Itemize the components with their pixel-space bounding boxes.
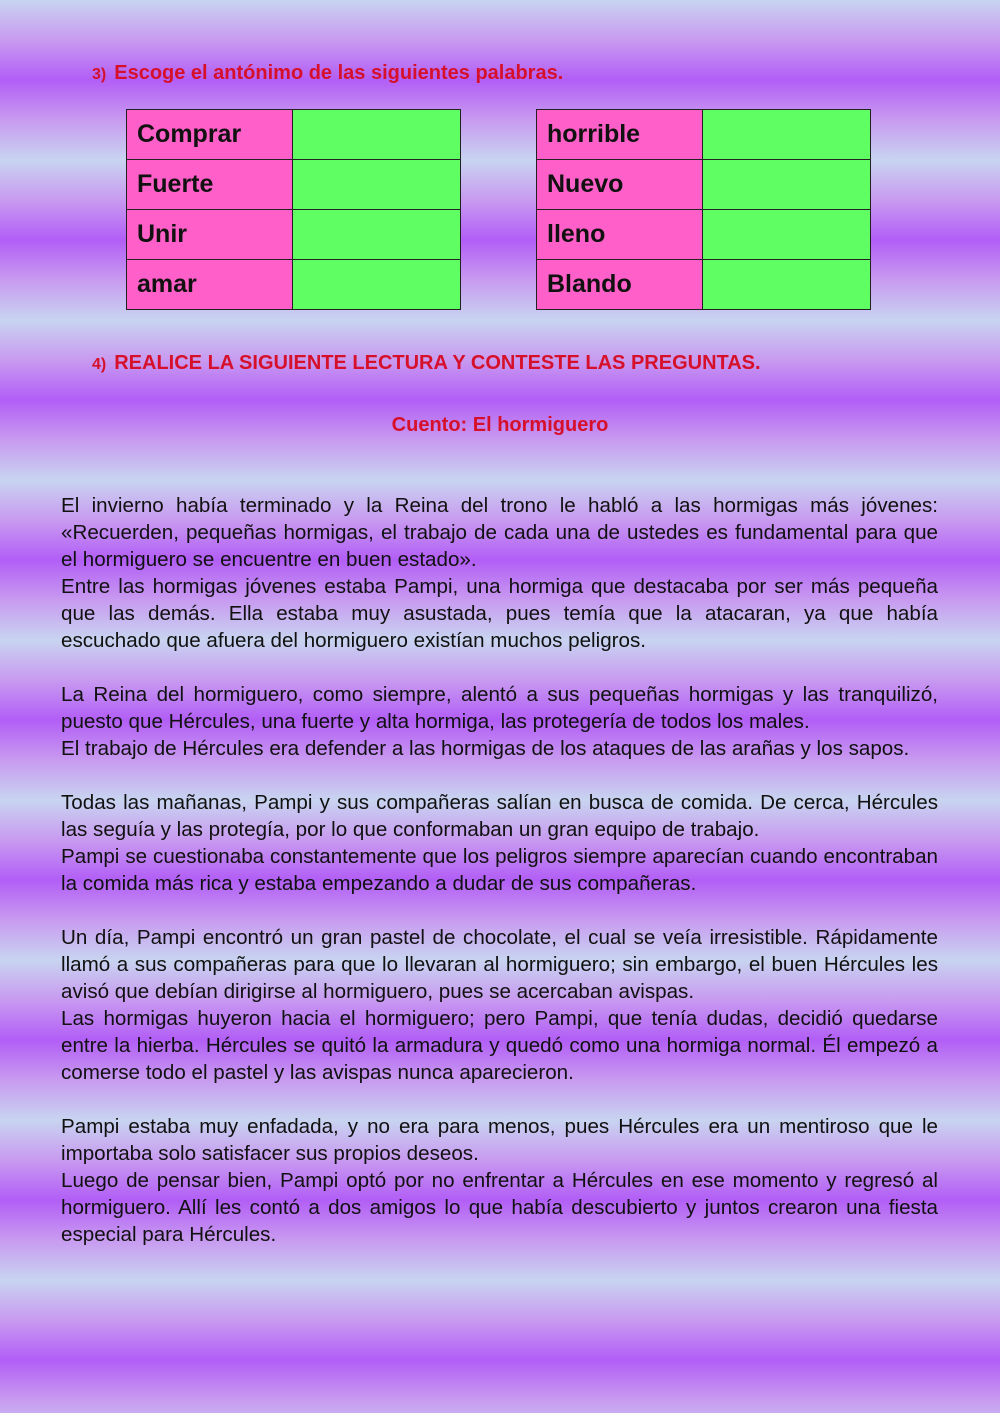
answer-cell[interactable] <box>703 110 871 160</box>
section-3-heading <box>92 62 563 85</box>
story-paragraph: El invierno había terminado y la Reina del trono le habló a las hormigas más jóvenes: «Recuerden, pequeñas hormigas, el trabajo de cada una de ustedes es fundamental para que el hormiguero se encuentre en buen estado». <box>61 494 938 571</box>
answer-cell[interactable] <box>293 110 461 160</box>
story-paragraph: El trabajo de Hércules era defender a las hormigas de los ataques de las arañas y los sapos. <box>61 737 910 760</box>
section-3-number: 3) <box>92 66 107 83</box>
story-paragraph: La Reina del hormiguero, como siempre, alentó a sus pequeñas hormigas y las tranquilizó, puesto que Hércules, una fuerte y alta hormiga, las protegería de todos los males. <box>61 683 938 733</box>
table-row <box>537 210 871 260</box>
answer-cell[interactable] <box>703 260 871 310</box>
answer-cell[interactable] <box>703 210 871 260</box>
section-3-title: Escoge el antónimo de las siguientes palabras. <box>114 62 564 84</box>
reading-text <box>61 492 938 1248</box>
word-cell: Fuerte <box>127 160 293 210</box>
word-cell: amar <box>127 260 293 310</box>
table-row <box>127 210 461 260</box>
antonym-table-left <box>126 109 461 310</box>
word-cell: horrible <box>537 110 703 160</box>
story-title: Cuento: El hormiguero <box>391 414 609 436</box>
story-paragraph: Un día, Pampi encontró un gran pastel de chocolate, el cual se veía irresistible. Rápidamente llamó a sus compañeras para que lo llevaran al hormiguero; sin embargo, el buen Hércules les avisó que debían dirigirse al hormiguero, pues se acercaban avispas. <box>61 926 938 1003</box>
answer-cell[interactable] <box>293 260 461 310</box>
word-cell: Comprar <box>127 110 293 160</box>
table-row <box>127 160 461 210</box>
word-cell: lleno <box>537 210 703 260</box>
antonym-table-right <box>536 109 871 310</box>
word-cell: Unir <box>127 210 293 260</box>
word-cell: Nuevo <box>537 160 703 210</box>
table-row <box>127 110 461 160</box>
table-row <box>127 260 461 310</box>
story-paragraph: Luego de pensar bien, Pampi optó por no enfrentar a Hércules en ese momento y regresó al hormiguero. Allí les contó a dos amigos lo que había descubierto y juntos crearon una fiesta especial para Hércules. <box>61 1169 938 1246</box>
story-paragraph: Todas las mañanas, Pampi y sus compañeras salían en busca de comida. De cerca, Hércules las seguía y las protegía, por lo que conformaban un gran equipo de trabajo. <box>61 791 938 841</box>
table-row <box>537 160 871 210</box>
story-paragraph: Pampi estaba muy enfadada, y no era para menos, pues Hércules era un mentiroso que le importaba solo satisfacer sus propios deseos. <box>61 1115 938 1165</box>
table-row <box>537 110 871 160</box>
story-paragraph: Las hormigas huyeron hacia el hormiguero; pero Pampi, que tenía dudas, decidió quedarse entre la hierba. Hércules se quitó la armadura y quedó como una hormiga normal. Él empezó a comerse todo el pastel y las avispas nunca aparecieron. <box>61 1007 938 1084</box>
section-4-title: REALICE LA SIGUIENTE LECTURA Y CONTESTE LAS PREGUNTAS. <box>114 352 761 374</box>
story-paragraph: Pampi se cuestionaba constantemente que los peligros siempre aparecían cuando encontraban la comida más rica y estaba empezando a dudar de sus compañeras. <box>61 845 938 895</box>
answer-cell[interactable] <box>293 210 461 260</box>
story-paragraph: Entre las hormigas jóvenes estaba Pampi, una hormiga que destacaba por ser más pequeña que las demás. Ella estaba muy asustada, pues temía que la atacaran, ya que había escuchado que afuera del hormiguero existían muchos peligros. <box>61 575 938 652</box>
answer-cell[interactable] <box>293 160 461 210</box>
table-row <box>537 260 871 310</box>
section-4-heading <box>92 352 761 375</box>
word-cell: Blando <box>537 260 703 310</box>
answer-cell[interactable] <box>703 160 871 210</box>
section-4-number: 4) <box>92 356 107 373</box>
